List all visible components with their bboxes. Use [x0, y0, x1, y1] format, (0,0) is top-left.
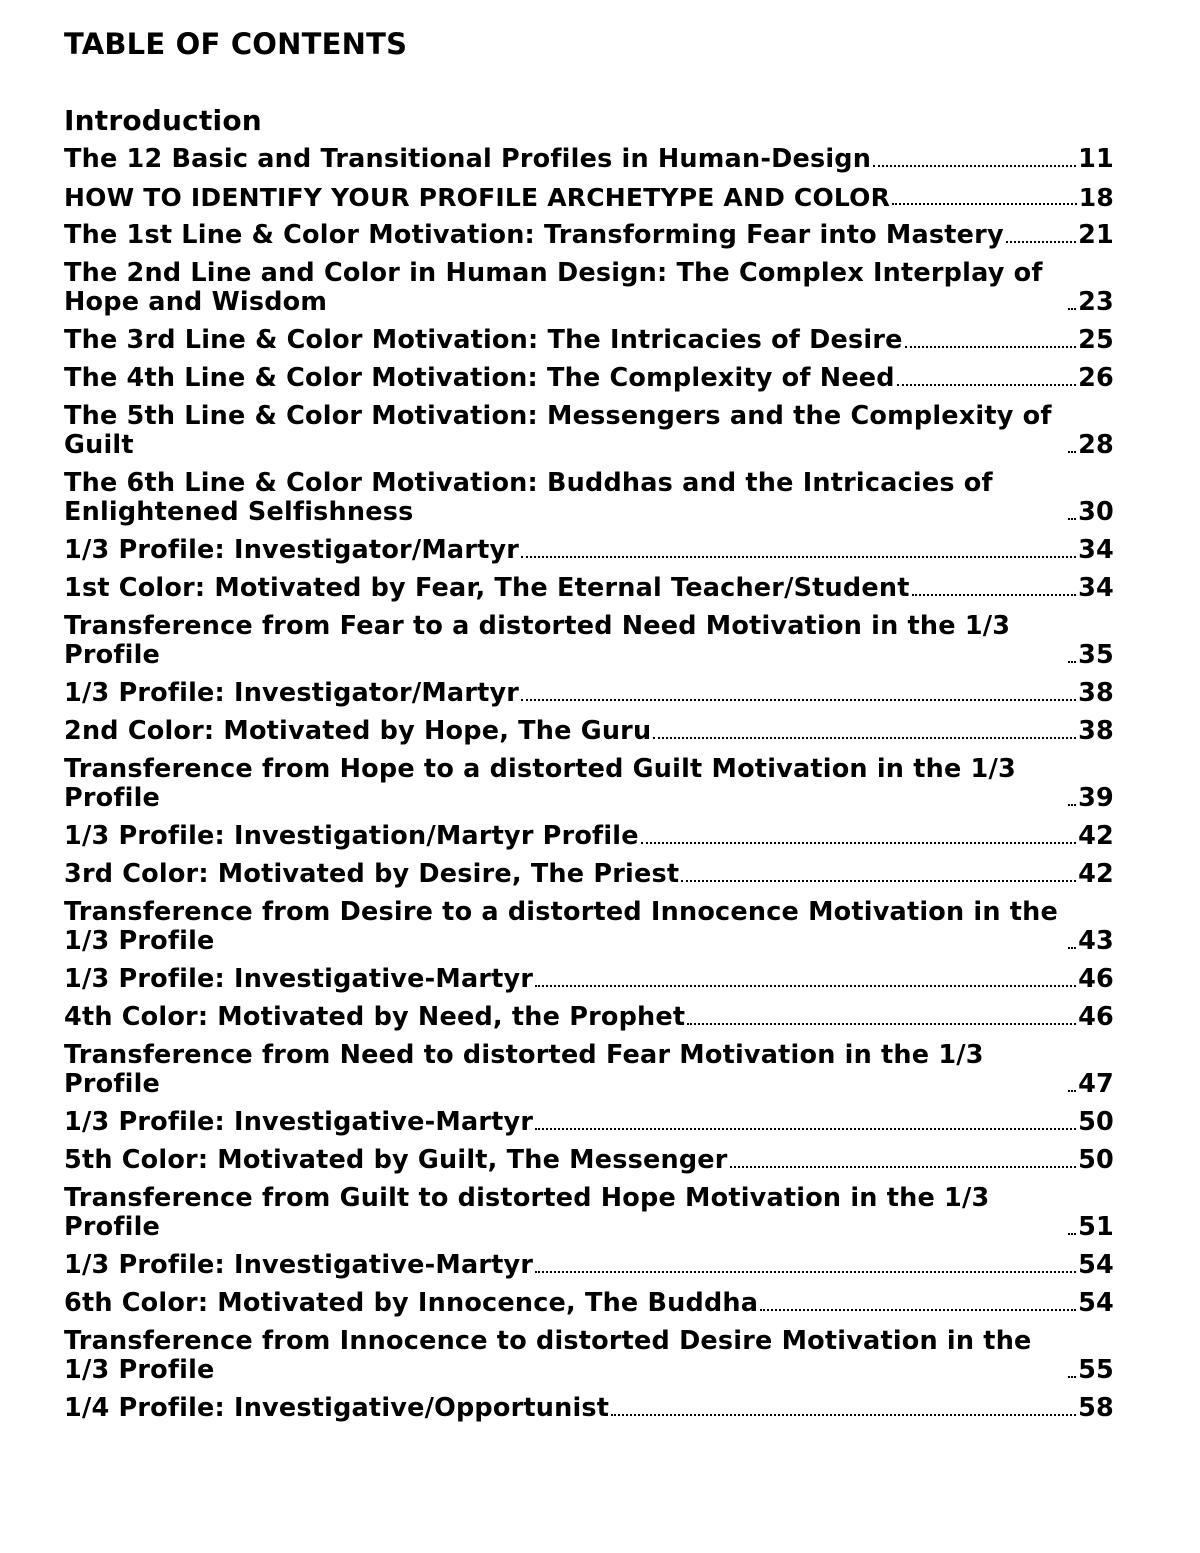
toc-entry[interactable]: [64, 1389, 1114, 1427]
toc-entry[interactable]: [64, 1322, 1114, 1389]
toc-page-number: 39: [1078, 783, 1114, 813]
toc-dot-leader: [653, 736, 1076, 739]
toc-entry-title: 6th Color: Motivated by Innocence, The Buddha: [64, 1288, 759, 1318]
toc-page-number: 51: [1078, 1212, 1114, 1242]
toc-entry[interactable]: [64, 855, 1114, 893]
toc-entry-title: The 3rd Line & Color Motivation: The Intricacies of Desire: [64, 325, 903, 355]
toc-dot-leader: [1068, 450, 1076, 453]
toc-page-number: 23: [1078, 287, 1114, 317]
toc-dot-leader: [1068, 1375, 1076, 1378]
toc-entry[interactable]: [64, 960, 1114, 998]
toc-dot-leader: [641, 841, 1076, 844]
toc-entry-title: 1st Color: Motivated by Fear, The Eternal Teacher/Student: [64, 573, 910, 603]
toc-page-number: 38: [1078, 678, 1114, 708]
toc-entry-title: 1/3 Profile: Investigative-Martyr: [64, 1250, 534, 1280]
toc-entry-title: The 1st Line & Color Motivation: Transforming Fear into Mastery: [64, 220, 1004, 250]
toc-page-number: 25: [1078, 325, 1114, 355]
toc-dot-leader: [897, 383, 1076, 386]
toc-entry[interactable]: [64, 607, 1114, 674]
toc-dot-leader: [535, 984, 1076, 987]
toc-dot-leader: [905, 345, 1076, 348]
toc-dot-leader: [1068, 803, 1076, 806]
toc-page-number: 38: [1078, 716, 1114, 746]
toc-entry[interactable]: [64, 321, 1114, 359]
toc-entry[interactable]: [64, 998, 1114, 1036]
toc-entry[interactable]: [64, 893, 1114, 960]
toc-entry[interactable]: [64, 1284, 1114, 1322]
toc-dot-leader: [1068, 1232, 1076, 1235]
toc-dot-leader: [687, 1022, 1076, 1025]
toc-entry-title: The 4th Line & Color Motivation: The Complexity of Need: [64, 363, 895, 393]
toc-entry-title: 4th Color: Motivated by Need, the Prophet: [64, 1002, 686, 1032]
toc-entry[interactable]: [64, 1141, 1114, 1179]
toc-dot-leader: [892, 202, 1077, 205]
toc-dot-leader: [1068, 660, 1076, 663]
toc-entry-title: The 12 Basic and Transitional Profiles in Human-Design: [64, 144, 872, 174]
toc-entry[interactable]: [64, 178, 1114, 216]
toc-entry[interactable]: [64, 750, 1114, 817]
toc-entry-title: 1/3 Profile: Investigative-Martyr: [64, 964, 534, 994]
toc-dot-leader: [535, 1127, 1076, 1130]
toc-entry-title: 1/4 Profile: Investigative/Opportunist: [64, 1393, 610, 1423]
toc-entry[interactable]: [64, 569, 1114, 607]
toc-heading: TABLE OF CONTENTS: [64, 27, 408, 61]
toc-dot-leader: [681, 879, 1076, 882]
toc-entry[interactable]: [64, 254, 1114, 321]
toc-entry[interactable]: [64, 397, 1114, 464]
toc-entry-title: 1/3 Profile: Investigation/Martyr Profile: [64, 821, 639, 851]
toc-page-number: 47: [1078, 1069, 1114, 1099]
toc-entry-title: 1/3 Profile: Investigator/Martyr: [64, 535, 520, 565]
toc-entry-title: The 2nd Line and Color in Human Design: The Complex Interplay of Hope and Wisdom: [64, 258, 1043, 317]
toc-entry-title: Transference from Guilt to distorted Hope Motivation in the 1/3 Profile: [64, 1183, 990, 1242]
toc-entry[interactable]: [64, 1036, 1114, 1103]
toc-introduction: Introduction: [64, 104, 262, 137]
toc-entry[interactable]: [64, 359, 1114, 397]
toc-dot-leader: [535, 1270, 1076, 1273]
toc-dot-leader: [1006, 240, 1076, 243]
toc-entry-title: 2nd Color: Motivated by Hope, The Guru: [64, 716, 652, 746]
toc-entry[interactable]: [64, 712, 1114, 750]
toc-dot-leader: [521, 698, 1076, 701]
toc-entry[interactable]: [64, 1179, 1114, 1246]
toc-page-number: 34: [1078, 573, 1114, 603]
toc-entry-title: Transference from Hope to a distorted Guilt Motivation in the 1/3 Profile: [64, 754, 1016, 813]
toc-entry[interactable]: [64, 1103, 1114, 1141]
toc-page-number: 46: [1078, 1002, 1114, 1032]
toc-entry-title: The 6th Line & Color Motivation: Buddhas and the Intricacies of Enlightened Selfishness: [64, 468, 993, 527]
toc-page-number: 50: [1078, 1145, 1114, 1175]
toc-page-number: 28: [1078, 430, 1114, 460]
toc-page-number: 18: [1078, 183, 1114, 212]
toc-entry-title: 5th Color: Motivated by Guilt, The Messenger: [64, 1145, 728, 1175]
toc-list: [64, 140, 1114, 1427]
toc-page-number: 11: [1078, 144, 1114, 174]
toc-entry-title: HOW TO IDENTIFY YOUR PROFILE ARCHETYPE AND COLOR: [64, 183, 891, 212]
toc-page-number: 55: [1078, 1355, 1114, 1385]
toc-page-number: 54: [1078, 1288, 1114, 1318]
toc-dot-leader: [730, 1165, 1077, 1168]
toc-entry-title: Transference from Innocence to distorted Desire Motivation in the 1/3 Profile: [64, 1326, 1032, 1385]
toc-dot-leader: [873, 164, 1076, 167]
toc-dot-leader: [1068, 946, 1076, 949]
toc-page-number: 35: [1078, 640, 1114, 670]
toc-page-number: 54: [1078, 1250, 1114, 1280]
toc-page-number: 21: [1078, 220, 1114, 250]
toc-page-number: 58: [1078, 1393, 1114, 1423]
toc-entry[interactable]: [64, 674, 1114, 712]
toc-entry-title: Transference from Need to distorted Fear Motivation in the 1/3 Profile: [64, 1040, 984, 1099]
toc-page-number: 50: [1078, 1107, 1114, 1137]
toc-entry[interactable]: [64, 140, 1114, 178]
toc-entry-title: 1/3 Profile: Investigative-Martyr: [64, 1107, 534, 1137]
toc-dot-leader: [521, 555, 1076, 558]
toc-page-number: 42: [1078, 859, 1114, 889]
toc-entry-title: The 5th Line & Color Motivation: Messengers and the Complexity of Guilt: [64, 401, 1052, 460]
toc-dot-leader: [1068, 307, 1076, 310]
toc-dot-leader: [1068, 1089, 1076, 1092]
toc-entry[interactable]: [64, 817, 1114, 855]
toc-entry[interactable]: [64, 216, 1114, 254]
toc-entry[interactable]: [64, 531, 1114, 569]
toc-dot-leader: [611, 1413, 1076, 1416]
toc-entry-title: 1/3 Profile: Investigator/Martyr: [64, 678, 520, 708]
toc-page-number: 42: [1078, 821, 1114, 851]
toc-page-number: 30: [1078, 497, 1114, 527]
toc-dot-leader: [912, 593, 1077, 596]
toc-entry-title: Transference from Fear to a distorted Need Motivation in the 1/3 Profile: [64, 611, 1011, 670]
toc-entry[interactable]: [64, 1246, 1114, 1284]
toc-page-number: 34: [1078, 535, 1114, 565]
toc-entry-title: Transference from Desire to a distorted Innocence Motivation in the 1/3 Profile: [64, 897, 1059, 956]
table-of-contents-page: [64, 24, 1114, 1427]
toc-entry-title: 3rd Color: Motivated by Desire, The Priest: [64, 859, 680, 889]
toc-dot-leader: [760, 1308, 1076, 1311]
toc-dot-leader: [1068, 517, 1076, 520]
toc-page-number: 43: [1078, 926, 1114, 956]
toc-entry[interactable]: [64, 464, 1114, 531]
toc-page-number: 26: [1078, 363, 1114, 393]
toc-page-number: 46: [1078, 964, 1114, 994]
